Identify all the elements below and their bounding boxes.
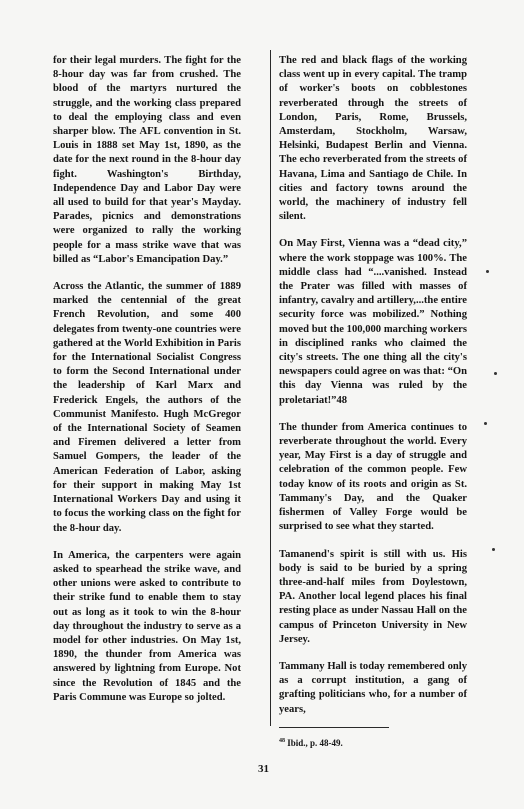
scan-speck [486,270,489,273]
footnote-text: Ibid., p. 48-49. [287,738,343,748]
footnote-marker: 48 [279,738,285,744]
right-column [279,54,467,730]
column-divider [270,50,271,726]
paragraph-vienna-dead-city: On May First, Vienna was a “dead city,” where the work stoppage was 100%. The middle class had “....vanished. Instead the Prater was filled with masses of infantry, cavalry and artillery,...the entire security force was mobilized.” Nothing moved but the 100,000 marching workers in disciplined ranks who claimed the city's streets. The one thing all the city's newspapers could agree on was that: “On this day Vienna was ruled by the proletariat!”48 [279,238,467,406]
left-column [53,54,241,718]
scan-speck [494,372,497,375]
paragraph-tammany-hall: Tammany Hall is today remembered only as a corrupt institution, a gang of grafting politicians who, for a number of years, [279,660,467,715]
scan-speck [492,548,495,551]
paragraph-second-international: Across the Atlantic, the summer of 1889 marked the centennial of the great French Revolution, and some 400 delegates from twenty-one countries were gathered at the World Exhibition in Paris for the International Socialist Congress to form the Second International under the leadership of Karl Marx and Frederick Engels, the authors of the Communist Manifesto. Hugh McGregor of the International Society of Seamen and Firemen delivered a letter from Samuel Gompers, the leader of the American Federation of Labor, asking for their support in making May 1st International Workers Day and using it to focus the working class on the fight for the 8-hour day. [53,281,241,534]
paragraph-red-black-flags: The red and black flags of the working class went up in every capital. The tramp of worker's boots on cobblestones reverberated through the streets of London, Paris, Rome, Brussels, Amsterdam, Stockholm, Warsaw, Helsinki, Budapest Berlin and Vienna. The echo reverberated from the streets of Havana, Lima and Santiago de Chile. In cities and factory towns around the world, the machinery of industry fell silent. [279,55,467,223]
paragraph-america-carpenters: In America, the carpenters were again asked to spearhead the strike wave, and other unions were asked to contribute to their strike fund to enable them to stay out as long as it took to win the 8-hour day throughout the industry to serve as a model for other industries. On May 1st, 1890, the thunder from America was answered by lightning from Europe. Not since the Revolution of 1845 and the Paris Commune was Europe so jolted. [53,549,241,703]
footnote-rule [279,727,389,728]
footnote [279,735,467,749]
paragraph-8-hour-day: for their legal murders. The fight for the 8-hour day was far from crushed. The blood of the martyrs nurtured the struggle, and the working class prepared to deal the employing class and even sharper blow. The AFL convention in St. Louis in 1888 set May 1st, 1890, as the date for the next round in the 8-hour day fight. Washington's Birthday, Independence Day and Labor Day were all used to build for that year's Mayday. Parades, picnics and demonstrations were organized to rally the working people for a mass strike wave that was billed as “Labor's Emancipation Day.” [53,55,241,265]
paragraph-tamanend-spirit: Tamanend's spirit is still with us. His body is said to be buried by a spring three-and-half miles from Doylestown, PA. Another local legend places his final resting place as under Nassau Hall on the campus of Princeton University in New Jersey. [279,548,467,645]
paragraph-thunder-continues: The thunder from America continues to reverberate throughout the world. Every year, May First is a day of struggle and celebration of the common people. Few today know of its roots and origin as St. Tammany's Day, and the Quaker fishermen of Valley Forge would be surprised to see what they started. [279,421,467,533]
scan-speck [484,422,487,425]
page-number: 31 [258,763,269,775]
